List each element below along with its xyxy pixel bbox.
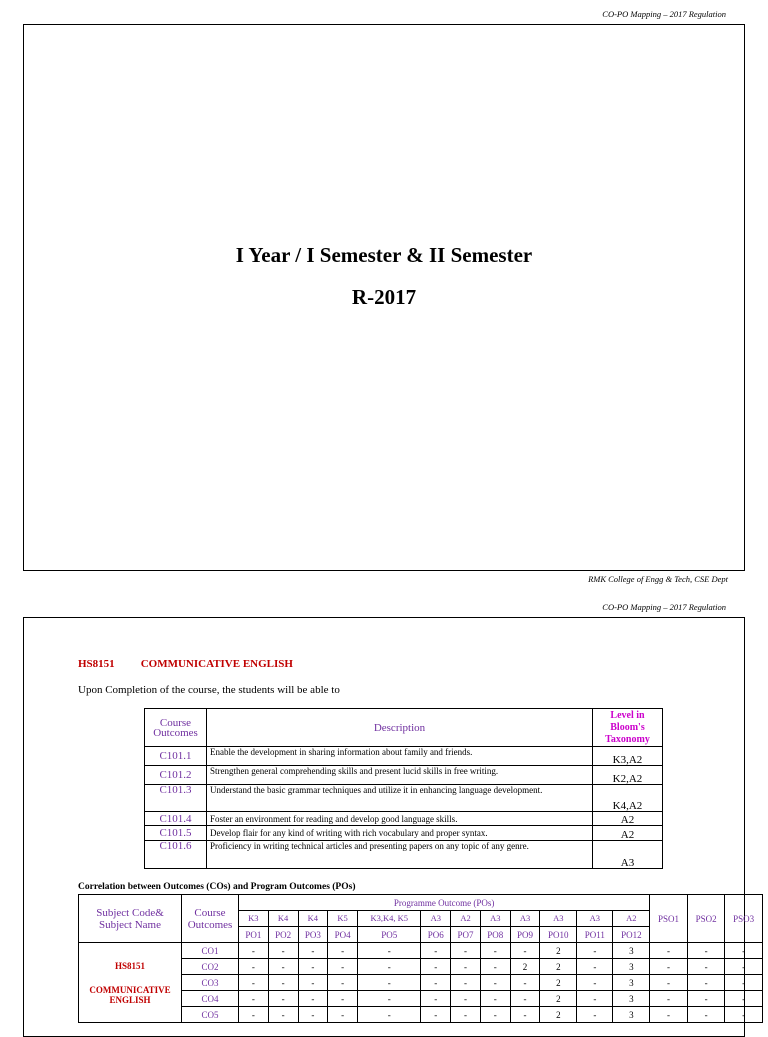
correlation-value: 2 [540, 943, 577, 959]
correlation-value: - [239, 1007, 269, 1023]
bloom-level-cell: A2 [451, 911, 481, 927]
subject-cell [79, 943, 182, 1023]
co-id: C101.3 [145, 785, 207, 812]
correlation-value: - [328, 975, 358, 991]
pso-header: PSO2 [687, 895, 725, 943]
correlation-value: - [480, 1007, 510, 1023]
po-label-cell: PO12 [613, 927, 650, 943]
intro-text: Upon Completion of the course, the students will be able to [78, 684, 340, 696]
correlation-value: - [421, 959, 451, 975]
table-row [145, 785, 663, 812]
po-label-cell: PO1 [239, 927, 269, 943]
po-label-cell: PO5 [358, 927, 421, 943]
bloom-level-cell: K4 [298, 911, 328, 927]
bloom-level-cell: A3 [510, 911, 540, 927]
po-label-cell: PO10 [540, 927, 577, 943]
correlation-value: - [687, 991, 725, 1007]
correlation-value: - [328, 991, 358, 1007]
correlation-value: - [358, 1007, 421, 1023]
pso-header: PSO3 [725, 895, 763, 943]
co-header: Course Outcomes [145, 709, 207, 747]
correlation-value: - [268, 1007, 298, 1023]
co-level: K4,A2 [593, 785, 663, 812]
bloom-level-cell: A3 [480, 911, 510, 927]
subject-name: COMMUNICATIVE ENGLISH [140, 658, 293, 670]
co-po-correlation-table [78, 894, 763, 1023]
correlation-value: - [650, 959, 688, 975]
correlation-value: - [239, 991, 269, 1007]
po-label-cell: PO3 [298, 927, 328, 943]
content-frame [23, 617, 755, 1037]
correlation-value: - [577, 975, 613, 991]
correlation-value: - [421, 975, 451, 991]
correlation-value: - [358, 975, 421, 991]
correlation-value: - [451, 943, 481, 959]
correlation-value: - [577, 1007, 613, 1023]
table-row [145, 747, 663, 766]
correlation-value: - [328, 943, 358, 959]
bloom-level-cell: A3 [577, 911, 613, 927]
co-id: C101.4 [145, 812, 207, 826]
correlation-value: 3 [613, 991, 650, 1007]
correlation-value: - [298, 943, 328, 959]
correlation-value: - [480, 975, 510, 991]
correlation-value: - [725, 975, 763, 991]
po-label-cell: PO7 [451, 927, 481, 943]
course-outcomes-header: Course Outcomes [182, 895, 239, 943]
correlation-value: - [421, 991, 451, 1007]
bloom-level-cell: A3 [421, 911, 451, 927]
correlation-value: 3 [613, 1007, 650, 1023]
correlation-value: - [421, 943, 451, 959]
level-header: Level in Bloom's Taxonomy [593, 709, 663, 747]
correlation-value: - [298, 975, 328, 991]
correlation-value: 3 [613, 943, 650, 959]
co-label: CO1 [182, 943, 239, 959]
correlation-value: - [725, 991, 763, 1007]
po-label-cell: PO9 [510, 927, 540, 943]
correlation-value: - [687, 959, 725, 975]
po-label-cell: PO2 [268, 927, 298, 943]
correlation-value: - [239, 943, 269, 959]
co-description: Strengthen general comprehending skills and present lucid skills in free writing. [207, 766, 593, 785]
correlation-value: - [421, 1007, 451, 1023]
correlation-value: - [451, 991, 481, 1007]
table-row [145, 826, 663, 841]
correlation-value: - [239, 959, 269, 975]
correlation-value: - [725, 959, 763, 975]
description-header: Description [207, 709, 593, 747]
table-row [145, 766, 663, 785]
correlation-value: 2 [540, 1007, 577, 1023]
co-id: C101.5 [145, 826, 207, 841]
co-label: CO5 [182, 1007, 239, 1023]
co-level: A3 [593, 841, 663, 869]
correlation-value: - [268, 975, 298, 991]
correlation-value: - [268, 991, 298, 1007]
correlation-value: - [725, 1007, 763, 1023]
correlation-value: - [298, 959, 328, 975]
po-label-cell: PO6 [421, 927, 451, 943]
bloom-level-cell: K5 [328, 911, 358, 927]
correlation-value: - [480, 991, 510, 1007]
correlation-value: - [480, 959, 510, 975]
cover-title: I Year / I Semester & II Semester [235, 243, 533, 267]
subject-heading [78, 658, 293, 670]
correlation-value: - [358, 959, 421, 975]
correlation-value: - [510, 943, 540, 959]
co-level: A2 [593, 812, 663, 826]
co-description: Understand the basic grammar techniques and utilize it in enhancing language development. [207, 785, 593, 812]
page-header-2: CO-PO Mapping – 2017 Regulation [602, 602, 726, 612]
co-label: CO4 [182, 991, 239, 1007]
correlation-value: - [268, 959, 298, 975]
correlation-value: - [510, 1007, 540, 1023]
bloom-level-cell: K3,K4, K5 [358, 911, 421, 927]
subject-code-header: Subject Code& Subject Name [79, 895, 182, 943]
subject-name: COMMUNICATIVE ENGLISH [89, 984, 171, 1005]
correlation-value: - [650, 991, 688, 1007]
table-row [79, 959, 763, 975]
page-footer: RMK College of Engg & Tech, CSE Dept [588, 574, 728, 584]
cover-frame [23, 24, 745, 571]
co-id: C101.1 [145, 747, 207, 766]
correlation-value: 3 [613, 959, 650, 975]
correlation-value: - [577, 991, 613, 1007]
correlation-value: - [298, 991, 328, 1007]
co-level: K3,A2 [593, 747, 663, 766]
co-description: Foster an environment for reading and develop good language skills. [207, 812, 593, 826]
co-id: C101.6 [145, 841, 207, 869]
correlation-value: - [451, 1007, 481, 1023]
co-label: CO3 [182, 975, 239, 991]
correlation-value: - [328, 1007, 358, 1023]
correlation-value: - [650, 943, 688, 959]
bloom-level-cell: K3 [239, 911, 269, 927]
correlation-title: Correlation between Outcomes (COs) and Program Outcomes (POs) [78, 882, 356, 892]
correlation-value: 3 [613, 975, 650, 991]
po-label-cell: PO11 [577, 927, 613, 943]
subject-code: HS8151 [114, 960, 145, 971]
correlation-value: - [358, 943, 421, 959]
bloom-level-cell: A3 [540, 911, 577, 927]
correlation-value: - [510, 975, 540, 991]
correlation-value: - [451, 975, 481, 991]
pso-header: PSO1 [650, 895, 688, 943]
correlation-value: - [358, 991, 421, 1007]
correlation-value: - [510, 991, 540, 1007]
table-row [79, 943, 763, 959]
co-description: Develop flair for any kind of writing with rich vocabulary and proper syntax. [207, 826, 593, 841]
correlation-value: - [328, 959, 358, 975]
table-row [79, 991, 763, 1007]
page-header: CO-PO Mapping – 2017 Regulation [602, 9, 726, 19]
correlation-value: - [577, 943, 613, 959]
po-label-cell: PO8 [480, 927, 510, 943]
correlation-value: - [480, 943, 510, 959]
correlation-value: 2 [510, 959, 540, 975]
table-row [79, 975, 763, 991]
table-row [145, 812, 663, 826]
bloom-level-cell: A2 [613, 911, 650, 927]
correlation-value: - [650, 975, 688, 991]
co-id: C101.2 [145, 766, 207, 785]
correlation-value: - [239, 975, 269, 991]
correlation-value: 2 [540, 991, 577, 1007]
table-row [79, 1007, 763, 1023]
cover-regulation: R-2017 [351, 285, 417, 309]
co-description: Proficiency in writing technical articles and presenting papers on any topic of any genre. [207, 841, 593, 869]
correlation-value: - [577, 959, 613, 975]
table-row [145, 841, 663, 869]
co-level: A2 [593, 826, 663, 841]
bloom-level-cell: K4 [268, 911, 298, 927]
po-label-cell: PO4 [328, 927, 358, 943]
correlation-value: - [687, 975, 725, 991]
po-group-row [79, 895, 763, 911]
course-outcomes-table [144, 708, 663, 869]
correlation-value: - [687, 943, 725, 959]
correlation-value: 2 [540, 959, 577, 975]
co-label: CO2 [182, 959, 239, 975]
correlation-value: - [268, 943, 298, 959]
correlation-value: 2 [540, 975, 577, 991]
correlation-value: - [725, 943, 763, 959]
correlation-value: - [650, 1007, 688, 1023]
po-group-header: Programme Outcome (POs) [239, 895, 650, 911]
correlation-value: - [298, 1007, 328, 1023]
correlation-value: - [451, 959, 481, 975]
table-header-row [145, 709, 663, 747]
co-level: K2,A2 [593, 766, 663, 785]
co-description: Enable the development in sharing information about family and friends. [207, 747, 593, 766]
correlation-value: - [687, 1007, 725, 1023]
subject-code: HS8151 [78, 658, 115, 670]
